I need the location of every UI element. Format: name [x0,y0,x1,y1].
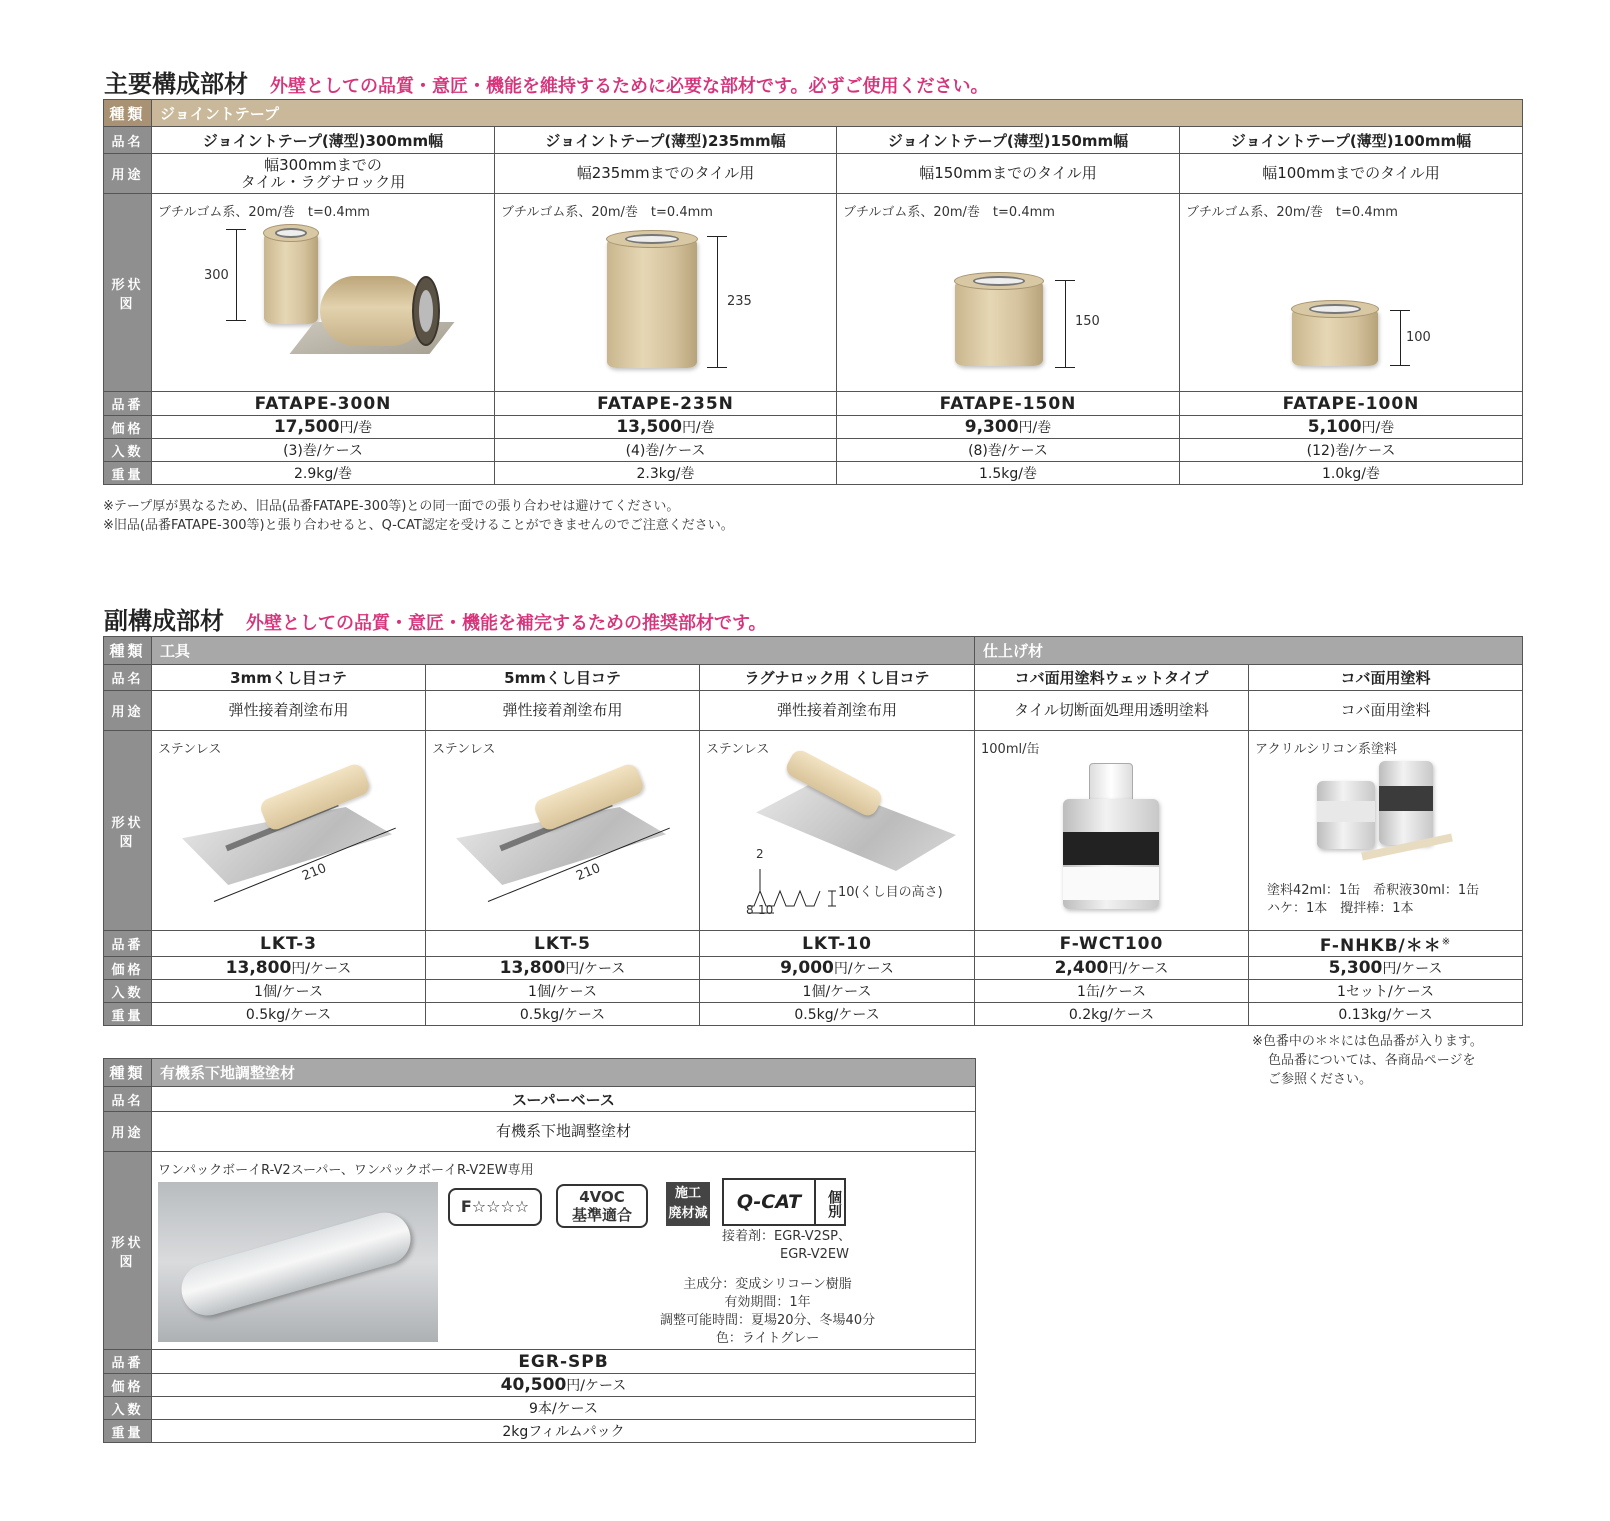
product-price: 5,100円/巻 [1180,416,1523,439]
product-price: 40,500円/ケース [152,1374,976,1397]
product-weight: 1.0kg/巻 [1180,462,1523,485]
dimension-note: 10(くし目の高さ) [838,885,943,900]
shape-tape-235 [495,194,837,392]
product-usage: 幅100mmまでのタイル用 [1180,154,1523,194]
product-price: 5,300円/ケース [1249,957,1523,980]
product-name: ジョイントテープ(薄型)300mm幅 [152,127,495,154]
product-code: FATAPE-150N [837,392,1180,416]
label-usage: 用途 [104,154,152,194]
base-coating-table [103,1058,976,1443]
note-line: 色品番については、各商品ページを [1268,1053,1476,1068]
tape-roll-image [607,238,697,368]
product-usage: コバ面用塗料 [1249,691,1523,731]
product-qty: 1セット/ケース [1249,980,1523,1003]
shape-super-base [152,1152,976,1350]
label-name: 品名 [104,127,152,154]
product-name: ジョイントテープ(薄型)235mm幅 [495,127,837,154]
shape-tape-150 [837,194,1180,392]
product-name: 3mmくし目コテ [152,665,426,691]
sub-parts-table [103,636,1523,1026]
dimension-label: 8 [746,903,754,917]
label-code: 品番 [104,392,152,416]
label-name: 品名 [104,1087,152,1112]
product-qty: (12)巻/ケース [1180,439,1523,462]
label-category: 種類 [104,1059,152,1087]
shape-trowel-10 [700,731,975,931]
set-caption: 塗料42ml：1缶 希釈液30ml：1缶 [1267,883,1480,898]
label-price: 価格 [104,416,152,439]
product-price: 13,800円/ケース [152,957,426,980]
badge-4voc: 4VOC 基準適合 [556,1184,648,1228]
sub-section-title: 副構成部材 [104,607,224,635]
note-line: ※色番中の＊＊には色品番が入ります。 [1252,1034,1483,1049]
category-finish: 仕上げ材 [975,637,1523,665]
badge-f-star: F☆☆☆☆ [448,1188,542,1226]
detail-line: 調整可能時間：夏場20分、冬場40分 [660,1313,876,1328]
label-qty: 入数 [104,439,152,462]
label-shape: 形状図 [104,731,152,931]
dimension-label: 150 [1075,314,1100,329]
product-weight: 0.5kg/ケース [152,1003,426,1026]
category-joint-tape: ジョイントテープ [152,100,1523,127]
main-section-heading [104,64,989,99]
product-code: EGR-SPB [152,1350,976,1374]
product-usage: 弾性接着剤塗布用 [426,691,700,731]
product-code: LKT-3 [152,931,426,957]
detail-line: 主成分：変成シリコーン樹脂 [683,1277,852,1292]
dimension-label: 10 [758,903,774,917]
label-usage: 用途 [104,1112,152,1152]
product-usage: 幅235mmまでのタイル用 [495,154,837,194]
thinner-can-image [1379,761,1433,845]
product-name: 5mmくし目コテ [426,665,700,691]
product-spec: アクリルシリコン系塗料 [1255,742,1398,757]
product-usage: 幅300mmまでの タイル・ラグナロック用 [152,154,495,194]
label-category: 種類 [104,100,152,127]
paint-can-image [1317,781,1375,849]
product-price: 9,000円/ケース [700,957,975,980]
dimension-line [1400,310,1401,366]
label-code: 品番 [104,931,152,957]
main-section-subtitle: 外壁としての品質・意匠・機能を維持するために必要な部材です。必ずご使用ください。 [270,76,989,97]
product-spec: ブチルゴム系、20m/巻 t=0.4mm [1186,205,1398,220]
shape-trowel-5 [426,731,700,931]
dimension-line [236,229,237,321]
dimension-line [717,236,718,368]
product-qty: 1缶/ケース [975,980,1249,1003]
product-weight: 0.5kg/ケース [426,1003,700,1026]
product-name: ジョイントテープ(薄型)100mm幅 [1180,127,1523,154]
tape-roll-image [955,280,1043,366]
dimension-label: 210 [574,860,603,885]
product-weight: 0.13kg/ケース [1249,1003,1523,1026]
can-cap-image [1089,763,1133,803]
label-category: 種類 [104,637,152,665]
main-notes [103,497,734,535]
product-code: F-NHKB/＊＊※ [1249,931,1523,957]
product-spec: ブチルゴム系、20m/巻 t=0.4mm [843,205,1055,220]
note-line: ※旧品(品番FATAPE-300等)と張り合わせると、Q-CAT認定を受けることができませんのでご注意ください。 [103,518,734,533]
shape-tape-100 [1180,194,1523,392]
product-code: LKT-10 [700,931,975,957]
product-weight: 0.2kg/ケース [975,1003,1249,1026]
product-code: F-WCT100 [975,931,1249,957]
label-name: 品名 [104,665,152,691]
label-shape: 形状図 [104,1152,152,1350]
label-price: 価格 [104,957,152,980]
product-weight: 2kgフィルムパック [152,1420,976,1443]
tape-roll-image [264,232,318,324]
label-price: 価格 [104,1374,152,1397]
label-qty: 入数 [104,980,152,1003]
product-name: ラグナロック用 くし目コテ [700,665,975,691]
shape-trowel-3 [152,731,426,931]
label-shape: 形状図 [104,194,152,392]
category-base-coating: 有機系下地調整塗材 [152,1059,976,1087]
label-qty: 入数 [104,1397,152,1420]
product-price: 13,500円/巻 [495,416,837,439]
category-tools: 工具 [152,637,975,665]
product-usage: 有機系下地調整塗材 [152,1112,976,1152]
tape-roll-side-image [320,276,426,346]
adhesive-note: 接着剤：EGR-V2SP、 EGR-V2EW [722,1229,851,1262]
film-pack-image [175,1206,416,1321]
color-code-note [1252,1032,1483,1089]
badge-qcat: Q-CAT 個別 [722,1178,846,1226]
product-spec: ステンレス [706,742,770,757]
product-usage: タイル切断面処理用透明塗料 [975,691,1249,731]
product-spec: ステンレス [158,742,222,757]
product-code: FATAPE-235N [495,392,837,416]
product-usage: 幅150mmまでのタイル用 [837,154,1180,194]
product-qty: (3)巻/ケース [152,439,495,462]
tape-roll-image [1292,308,1378,366]
label-weight: 重量 [104,462,152,485]
label-weight: 重量 [104,1003,152,1026]
dimension-label: 235 [727,294,752,309]
product-qty: 1個/ケース [700,980,975,1003]
product-spec: ブチルゴム系、20m/巻 t=0.4mm [501,205,713,220]
dimension-label: 300 [204,268,229,283]
badge-waste-reduction: 施工 廃材減 [666,1182,710,1226]
product-weight: 0.5kg/ケース [700,1003,975,1026]
film-pack-image-bg [158,1182,438,1342]
product-usage: 弾性接着剤塗布用 [152,691,426,731]
product-name: コバ面用塗料 [1249,665,1523,691]
detail-line: 色：ライトグレー [715,1331,820,1346]
set-caption: ハケ：1本 攪拌棒：1本 [1267,901,1414,916]
product-weight: 2.9kg/巻 [152,462,495,485]
product-price: 9,300円/巻 [837,416,1180,439]
label-code: 品番 [104,1350,152,1374]
product-qty: 1個/ケース [152,980,426,1003]
main-parts-table [103,99,1523,485]
dimension-label: 210 [300,860,329,885]
shape-wet-coating [975,731,1249,931]
note-line: ご参照ください。 [1268,1072,1373,1087]
sub-section-subtitle: 外壁としての品質・意匠・機能を補完するための推奨部材です。 [246,613,767,634]
product-qty: (8)巻/ケース [837,439,1180,462]
product-price: 17,500円/巻 [152,416,495,439]
dimension-label: 100 [1406,330,1431,345]
product-details [660,1276,875,1348]
sub-section-heading [104,601,767,636]
dimension-line [1065,280,1066,368]
product-weight: 2.3kg/巻 [495,462,837,485]
product-name: ジョイントテープ(薄型)150mm幅 [837,127,1180,154]
product-name: コバ面用塗料ウェットタイプ [975,665,1249,691]
product-spec: ワンパックボーイR-V2スーパー、ワンパックボーイR-V2EW専用 [158,1163,534,1178]
product-qty: 1個/ケース [426,980,700,1003]
product-spec: 100ml/缶 [981,742,1040,757]
detail-line: 有効期間：1年 [724,1295,811,1310]
product-qty: 9本/ケース [152,1397,976,1420]
shape-tape-300 [152,194,495,392]
product-qty: (4)巻/ケース [495,439,837,462]
note-line: ※テープ厚が異なるため、旧品(品番FATAPE-300等)との同一面での張り合わせは避けてください。 [103,499,680,514]
product-name: スーパーベース [152,1087,976,1112]
product-price: 13,800円/ケース [426,957,700,980]
coating-can-image [1063,799,1159,909]
product-weight: 1.5kg/巻 [837,462,1180,485]
product-spec: ステンレス [432,742,496,757]
main-section-title: 主要構成部材 [104,70,248,98]
dimension-label: 2 [756,847,764,861]
product-price: 2,400円/ケース [975,957,1249,980]
label-usage: 用途 [104,691,152,731]
product-code: FATAPE-300N [152,392,495,416]
product-usage: 弾性接着剤塗布用 [700,691,975,731]
product-code: LKT-5 [426,931,700,957]
product-code: FATAPE-100N [1180,392,1523,416]
label-weight: 重量 [104,1420,152,1443]
product-spec: ブチルゴム系、20m/巻 t=0.4mm [158,205,370,220]
shape-coating-set [1249,731,1523,931]
